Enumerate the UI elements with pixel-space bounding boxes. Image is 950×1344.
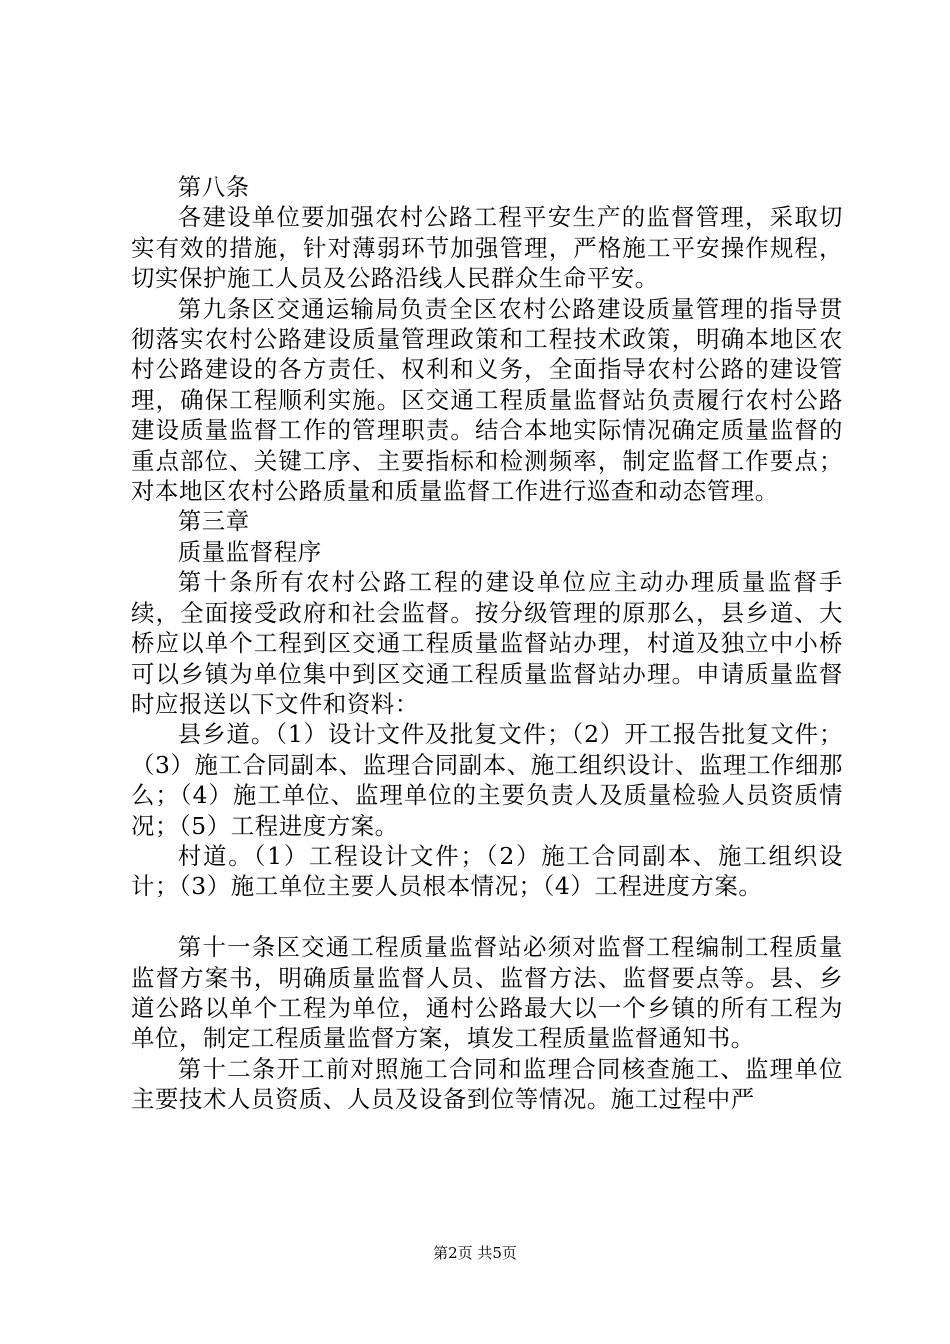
article-12-paragraph: 第十二条开工前对照施工合同和监理合同核查施工、监理单位主要技术人员资质、人员及设备到位等情况。施工过程中严 bbox=[131, 1054, 843, 1114]
article-10-paragraph: 第十条所有农村公路工程的建设单位应主动办理质量监督手续，全面接受政府和社会监督。按分级管理的原那么，县乡道、大桥应以单个工程到区交通工程质量监督站办理，村道及独立中小桥可以乡镇为单位集中到区交通工程质量监督站办理。申请质量监督时应报送以下文件和资料： bbox=[131, 568, 843, 718]
article-8-heading: 第八条 bbox=[177, 173, 250, 201]
document-body bbox=[131, 172, 843, 1115]
article-11-paragraph: 第十一条区交通工程质量监督站必须对监督工程编制工程质量监督方案书，明确质量监督人员、监督方法、监督要点等。县、乡道公路以单个工程为单位，通村公路最大以一个乡镇的所有工程为单位，制定工程质量监督方案，填发工程质量监督通知书。 bbox=[131, 933, 843, 1053]
village-road-requirements: 村道。（1）工程设计文件；（2）施工合同副本、施工组织设计；（3）施工单位主要人员根本情况；（4）工程进度方案。 bbox=[131, 841, 843, 901]
article-8-paragraph: 各建设单位要加强农村公路工程平安生产的监督管理，采取切实有效的措施，针对薄弱环节加强管理，严格施工平安操作规程，切实保护施工人员及公路沿线人民群众生命平安。 bbox=[131, 203, 843, 293]
blank-line bbox=[131, 902, 843, 932]
chapter-3-title: 质量监督程序 bbox=[177, 537, 322, 566]
chapter-3-heading: 第三章 bbox=[177, 507, 250, 536]
county-road-requirements: 县乡道。（1）设计文件及批复文件；（2）开工报告批复文件；（3）施工合同副本、监理合同副本、施工组织设计、监理工作细那么；（4）施工单位、监理单位的主要负责人及质量检验人员资质情况；（5）工程进度方案。 bbox=[131, 720, 843, 840]
article-9-paragraph: 第九条区交通运输局负责全区农村公路建设质量管理的指导贯彻落实农村公路建设质量管理政策和工程技术政策，明确本地区农村公路建设的各方责任、权利和义务，全面指导农村公路的建设管理，确保工程顺利实施。区交通工程质量监督站负责履行农村公路建设质量监督工作的管理职责。结合本地实际情况确定质量监督的重点部位、关键工序、主要指标和检测频率，制定监督工作要点；对本地区农村公路质量和质量监督工作进行巡查和动态管理。 bbox=[131, 294, 843, 506]
page-number-footer: 第2页 共5页 bbox=[433, 1244, 517, 1262]
